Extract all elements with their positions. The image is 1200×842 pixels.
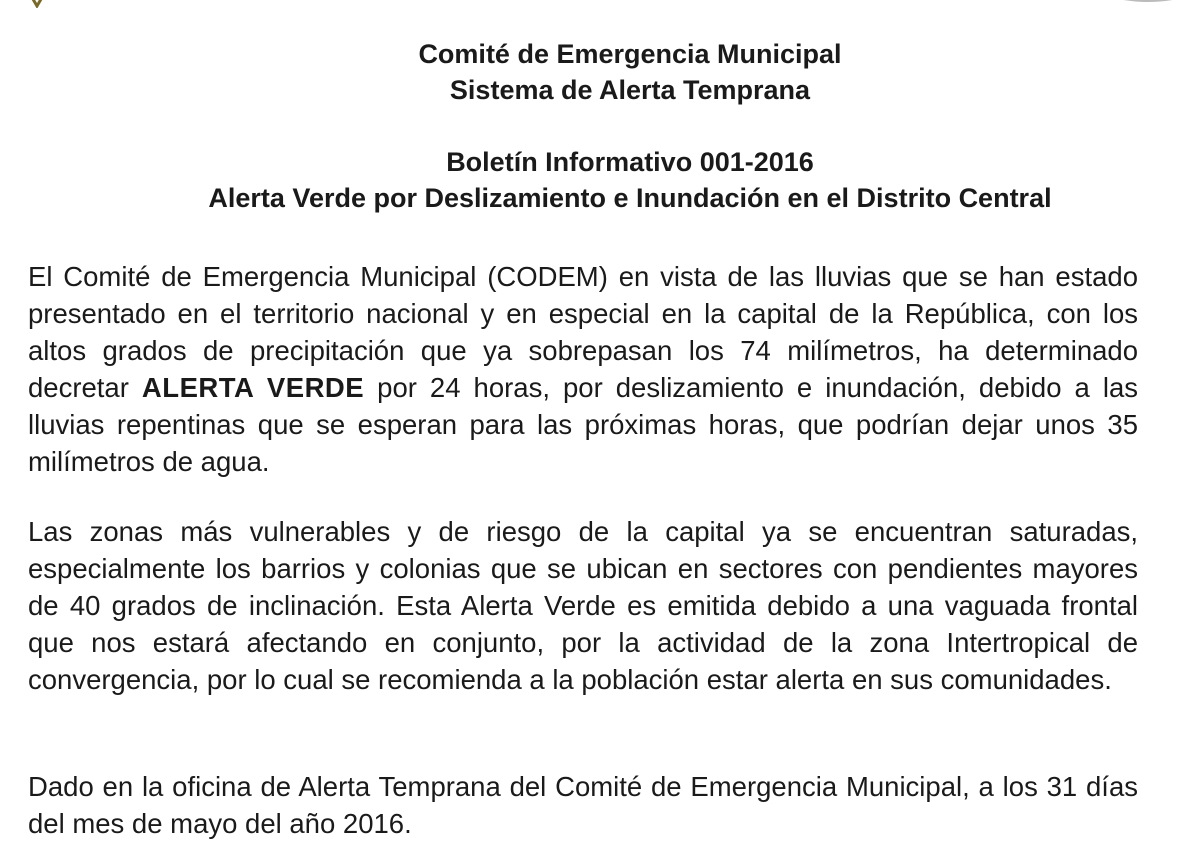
bulletin-title: Alerta Verde por Deslizamiento e Inundación en el Distrito Central [208,183,1052,213]
bulletin-heading [0,144,1200,216]
logo-fragment-icon [1118,0,1178,4]
system-name: Sistema de Alerta Temprana [449,75,811,105]
document-header [0,36,1200,108]
bulletin-number: Boletín Informativo 001-2016 [446,147,814,177]
paragraph-vulnerable-zones: Las zonas más vulnerables y de riesgo de la capital ya se encuentran saturadas, especialmente los barrios y colonias que se ubican en sectores con pendientes mayores de 40 grados de inclinación. Esta Alerta Verde es emitida debido a una vaguada frontal que nos estará afectando en conjunto, por la actividad de la zona Intertropical de convergencia, por lo cual se recomienda a la población estar alerta en sus comunidades. [28,516,1138,695]
paragraph-alert-declaration [28,258,1138,480]
paragraph-1-text-end: por 24 horas, por deslizamiento e inundación, debido a las lluvias repentinas que se esperan para las próximas horas, que podrían dejar unos 35 milímetros de agua. [28,372,1138,477]
alert-level-emphasis: ALERTA VERDE [141,372,365,403]
organization-name: Comité de Emergencia Municipal [418,39,842,69]
paragraph-1-text-start: El Comité de Emergencia Municipal (CODEM) en vista de las lluvias que se han estado presentado en el territorio nacional y en especial en la capital de la República, con los altos grados de precipitación que ya sobrepasan los 74 milímetros, ha determinado decretar [28,261,1138,403]
emblem-fragment-icon [28,0,46,8]
paragraph-issue-date: Dado en la oficina de Alerta Temprana del Comité de Emergencia Municipal, a los 31 días del mes de mayo del año 2016. [28,771,1138,839]
